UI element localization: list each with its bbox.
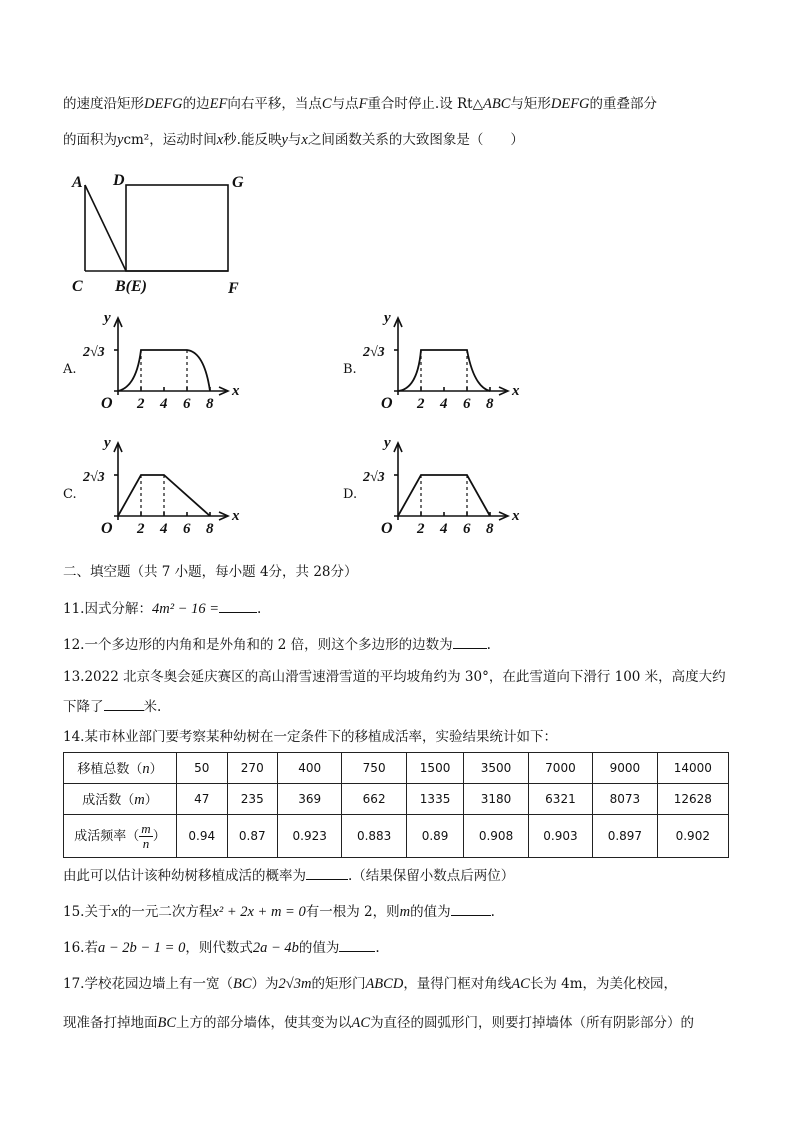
x-tick-label: 6	[183, 396, 191, 412]
table-cell: 14000	[657, 753, 728, 784]
y-tick-label: 2√3	[83, 345, 105, 360]
question-14-intro: 14.某市林业部门要考察某种幼树在一定条件下的移植成活率，实验结果统计如下：	[63, 729, 557, 745]
label-C: C	[72, 278, 83, 295]
question-14-conclusion: 由此可以估计该种幼树移植成活的概率为 .（结果保留小数点后两位）	[63, 868, 515, 884]
row-header-alive: 成活数（m）	[64, 784, 177, 815]
label-A: A	[72, 174, 83, 191]
table-cell: 662	[342, 784, 406, 815]
x-axis-label: x	[512, 508, 520, 524]
triangle-rectangle-figure	[60, 165, 260, 300]
function-curve	[398, 350, 490, 391]
table-cell: 0.94	[177, 815, 228, 858]
label-G: G	[232, 174, 244, 191]
table-row-rate	[64, 815, 729, 858]
x-axis-label: x	[232, 383, 240, 399]
question-15: 15.关于x的一元二次方程x² + 2x + m = 0有一根为 2，则m的值为 .	[63, 904, 495, 920]
x-tick-label: 4	[160, 396, 168, 412]
table-cell: 0.902	[657, 815, 728, 858]
question-13-line-2: 下降了 米.	[63, 699, 162, 715]
table-cell: 750	[342, 753, 406, 784]
answer-blank-13[interactable]	[104, 697, 144, 711]
option-C-graph[interactable]	[80, 433, 240, 543]
table-cell: 7000	[528, 753, 592, 784]
option-B-label[interactable]: B.	[343, 362, 357, 377]
table-cell: 47	[177, 784, 228, 815]
table-cell: 1335	[406, 784, 463, 815]
x-tick-label: 4	[440, 396, 448, 412]
table-cell: 369	[278, 784, 342, 815]
option-D-graph[interactable]	[360, 433, 520, 543]
y-tick-label: 2√3	[83, 470, 105, 485]
question-16: 16.若a − 2b − 1 = 0，则代数式2a − 4b的值为 .	[63, 940, 380, 956]
x-tick-label: 8	[486, 521, 494, 537]
answer-blank-12[interactable]	[453, 635, 487, 649]
question-17-line-2: 现准备打掉地面BC上方的部分墙体，使其变为以AC为直径的圆弧形门，则要打掉墙体（所有阴影部分）的	[63, 1015, 695, 1031]
table-cell: 270	[227, 753, 278, 784]
segment-AB	[85, 185, 126, 271]
x-axis-label: x	[512, 383, 520, 399]
x-tick-label: 4	[440, 521, 448, 537]
x-tick-label: 6	[183, 521, 191, 537]
answer-blank-16[interactable]	[339, 938, 375, 952]
question-text-line-2: 的面积为ycm²，运动时间x秒.能反映y与x之间函数关系的大致图象是（ ）	[63, 132, 524, 148]
y-axis-label: y	[384, 435, 391, 451]
option-A-label[interactable]: A.	[63, 362, 77, 377]
transplant-table	[63, 752, 729, 858]
row-header-rate: 成活频率（ $\frac{m}{n}$ ）	[64, 815, 177, 858]
question-13-line-1: 13.2022 北京冬奥会延庆赛区的高山滑雪速滑雪道的平均坡角约为 30°，在此雪道向下滑行 100 米，高度大约	[63, 669, 726, 685]
x-tick-label: 8	[486, 396, 494, 412]
table-cell: 6321	[528, 784, 592, 815]
origin-label: O	[101, 520, 113, 537]
question-text-line-1: 的速度沿矩形DEFG的边EF向右平移，当点C与点F重合时停止.设 Rt△ABC与矩形DEFG的重叠部分	[63, 96, 658, 112]
function-curve	[118, 350, 210, 391]
x-tick-label: 6	[463, 521, 471, 537]
option-C-label[interactable]: C.	[63, 487, 77, 502]
answer-blank-11[interactable]	[219, 599, 257, 613]
question-11: 11.因式分解：4m² − 16 = .	[63, 601, 262, 617]
table-cell: 400	[278, 753, 342, 784]
option-D-label[interactable]: D.	[343, 487, 358, 502]
x-tick-label: 6	[463, 396, 471, 412]
y-axis-label: y	[384, 310, 391, 326]
table-cell: 0.923	[278, 815, 342, 858]
label-D: D	[113, 172, 125, 189]
table-cell: 1500	[406, 753, 463, 784]
table-cell: 3500	[464, 753, 528, 784]
question-17-line-1: 17.学校花园边墙上有一宽（BC）为2√3m的矩形门ABCD，量得门框对角线AC长为 4m，为美化校园，	[63, 976, 678, 992]
table-cell: 50	[177, 753, 228, 784]
table-row-alive	[64, 784, 729, 815]
table-cell: 0.87	[227, 815, 278, 858]
table-cell: 0.908	[464, 815, 528, 858]
x-axis-label: x	[232, 508, 240, 524]
option-B-graph[interactable]	[360, 308, 520, 418]
x-tick-label: 2	[417, 521, 425, 537]
x-tick-label: 8	[206, 396, 214, 412]
question-12: 12.一个多边形的内角和是外角和的 2 倍，则这个多边形的边数为 .	[63, 637, 491, 653]
table-cell: 12628	[657, 784, 728, 815]
y-tick-label: 2√3	[363, 470, 385, 485]
section-heading: 二、填空题（共 7 小题，每小题 4分，共 28分）	[63, 564, 358, 580]
y-axis-label: y	[104, 435, 111, 451]
label-F: F	[228, 280, 239, 297]
table-row-total	[64, 753, 729, 784]
origin-label: O	[101, 395, 113, 412]
origin-label: O	[381, 520, 393, 537]
table-cell: 9000	[593, 753, 657, 784]
answer-blank-14[interactable]	[306, 866, 348, 880]
table-cell: 235	[227, 784, 278, 815]
x-tick-label: 2	[137, 396, 145, 412]
x-tick-label: 2	[417, 396, 425, 412]
rectangle-DEFG	[126, 185, 228, 271]
table-cell: 0.883	[342, 815, 406, 858]
y-tick-label: 2√3	[363, 345, 385, 360]
y-axis-label: y	[104, 310, 111, 326]
x-tick-label: 4	[160, 521, 168, 537]
function-curve	[398, 475, 490, 516]
table-cell: 0.89	[406, 815, 463, 858]
option-A-graph[interactable]	[80, 308, 240, 418]
table-cell: 3180	[464, 784, 528, 815]
row-header-total: 移植总数（n）	[64, 753, 177, 784]
fraction-m-over-n: $\frac{m}{n}$	[141, 820, 151, 851]
origin-label: O	[381, 395, 393, 412]
x-tick-label: 8	[206, 521, 214, 537]
table-cell: 0.903	[528, 815, 592, 858]
label-BE: B(E)	[115, 278, 147, 295]
table-cell: 8073	[593, 784, 657, 815]
x-tick-label: 2	[137, 521, 145, 537]
table-cell: 0.897	[593, 815, 657, 858]
answer-blank-15[interactable]	[451, 902, 491, 916]
